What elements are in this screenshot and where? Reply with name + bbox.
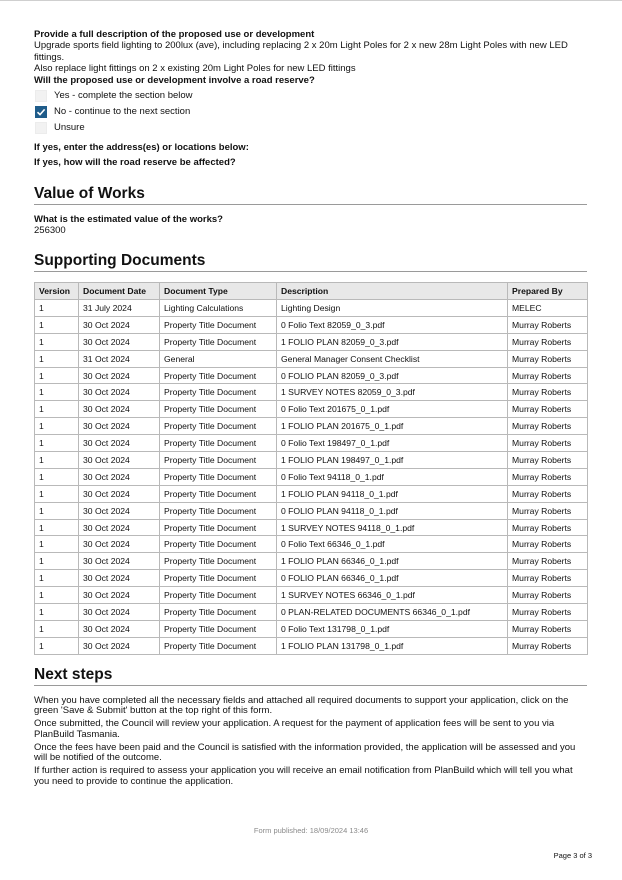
cell-version: 1 (35, 316, 79, 333)
cell-version: 1 (35, 604, 79, 621)
cell-prepared-by: Murray Roberts (508, 502, 588, 519)
cell-prepared-by: Murray Roberts (508, 519, 588, 536)
road-reserve-option-yes[interactable] (35, 88, 587, 104)
cell-description: 0 FOLIO PLAN 94118_0_1.pdf (277, 502, 508, 519)
cell-prepared-by: Murray Roberts (508, 587, 588, 604)
cell-date: 30 Oct 2024 (79, 333, 160, 350)
cell-type: Property Title Document (160, 637, 277, 654)
top-rule (0, 0, 622, 1)
cell-version: 1 (35, 435, 79, 452)
value-of-works-heading: Value of Works (34, 185, 587, 205)
cell-date: 30 Oct 2024 (79, 604, 160, 621)
cell-type: Property Title Document (160, 604, 277, 621)
documents-table-body (35, 300, 588, 655)
table-row (35, 316, 588, 333)
cell-description: 0 FOLIO PLAN 66346_0_1.pdf (277, 570, 508, 587)
col-header-type: Document Type (160, 283, 277, 300)
cell-version: 1 (35, 452, 79, 469)
cell-description: 1 FOLIO PLAN 82059_0_3.pdf (277, 333, 508, 350)
checkbox-no[interactable] (35, 106, 47, 118)
col-header-description: Description (277, 283, 508, 300)
documents-table (34, 282, 588, 655)
cell-date: 30 Oct 2024 (79, 637, 160, 654)
cell-version: 1 (35, 620, 79, 637)
table-row (35, 435, 588, 452)
cell-date: 31 July 2024 (79, 300, 160, 317)
table-row (35, 333, 588, 350)
next-steps-section (34, 666, 587, 788)
next-steps-paragraph-1: When you have completed all the necessary fields and attached all required documents to support your application, click on the green 'Save & Submit' button at the top right of this form. (34, 694, 569, 717)
cell-version: 1 (35, 401, 79, 418)
description-line-1: Upgrade sports field lighting to 200lux (ave), including replacing 2 x 20m Light Poles for 2 x new 28m Light Poles with new LED (34, 40, 568, 51)
road-reserve-option-unsure[interactable] (35, 120, 587, 136)
supporting-documents-heading: Supporting Documents (34, 252, 587, 272)
cell-prepared-by: Murray Roberts (508, 367, 588, 384)
description-section (34, 29, 587, 75)
cell-type: Property Title Document (160, 502, 277, 519)
cell-description: Lighting Design (277, 300, 508, 317)
cell-type: General (160, 350, 277, 367)
checkbox-unsure[interactable] (35, 122, 47, 134)
form-published-note: Form published: 18/09/2024 13:46 (253, 826, 369, 835)
cell-description: 0 Folio Text 201675_0_1.pdf (277, 401, 508, 418)
cell-description: 1 SURVEY NOTES 66346_0_1.pdf (277, 587, 508, 604)
cell-description: 0 Folio Text 82059_0_3.pdf (277, 316, 508, 333)
table-row (35, 570, 588, 587)
road-reserve-option-no[interactable] (35, 104, 587, 120)
cell-type: Property Title Document (160, 435, 277, 452)
table-row (35, 418, 588, 435)
cell-description: 1 FOLIO PLAN 66346_0_1.pdf (277, 553, 508, 570)
table-row (35, 350, 588, 367)
table-row (35, 452, 588, 469)
col-header-prepared-by: Prepared By (508, 283, 588, 300)
cell-version: 1 (35, 519, 79, 536)
cell-version: 1 (35, 502, 79, 519)
cell-date: 30 Oct 2024 (79, 536, 160, 553)
table-row (35, 587, 588, 604)
cell-date: 30 Oct 2024 (79, 316, 160, 333)
cell-prepared-by: Murray Roberts (508, 553, 588, 570)
cell-type: Property Title Document (160, 536, 277, 553)
cell-type: Property Title Document (160, 418, 277, 435)
cell-description: 0 PLAN-RELATED DOCUMENTS 66346_0_1.pdf (277, 604, 508, 621)
description-line-3: Also replace light fittings on 2 x existing 20m Light Poles for new LED fittings (34, 63, 356, 74)
table-row (35, 637, 588, 654)
table-row (35, 367, 588, 384)
cell-prepared-by: Murray Roberts (508, 604, 588, 621)
cell-type: Property Title Document (160, 570, 277, 587)
cell-date: 30 Oct 2024 (79, 435, 160, 452)
cell-description: 1 FOLIO PLAN 198497_0_1.pdf (277, 452, 508, 469)
cell-description: 0 Folio Text 198497_0_1.pdf (277, 435, 508, 452)
table-row (35, 384, 588, 401)
table-row (35, 536, 588, 553)
table-row (35, 604, 588, 621)
cell-prepared-by: Murray Roberts (508, 350, 588, 367)
checkbox-yes[interactable] (35, 90, 47, 102)
cell-date: 30 Oct 2024 (79, 570, 160, 587)
cell-type: Property Title Document (160, 452, 277, 469)
cell-type: Property Title Document (160, 333, 277, 350)
cell-prepared-by: Murray Roberts (508, 418, 588, 435)
cell-type: Lighting Calculations (160, 300, 277, 317)
cell-date: 30 Oct 2024 (79, 468, 160, 485)
page-number: Page 3 of 3 (553, 851, 592, 860)
value-amount: 256300 (34, 224, 66, 236)
cell-prepared-by: Murray Roberts (508, 536, 588, 553)
supporting-documents-section (34, 252, 587, 655)
option-no-label: No - continue to the next section (54, 106, 191, 117)
cell-version: 1 (35, 536, 79, 553)
description-line-2: fittings. (34, 51, 65, 63)
cell-date: 30 Oct 2024 (79, 502, 160, 519)
cell-prepared-by: Murray Roberts (508, 435, 588, 452)
address-label: If yes, enter the address(es) or locations below: (34, 141, 249, 153)
table-row (35, 468, 588, 485)
cell-prepared-by: Murray Roberts (508, 316, 588, 333)
cell-version: 1 (35, 570, 79, 587)
cell-date: 30 Oct 2024 (79, 418, 160, 435)
cell-version: 1 (35, 367, 79, 384)
table-row (35, 502, 588, 519)
next-steps-paragraph-3: Once the fees have been paid and the Council is satisfied with the information provided, the application will be assessed and you will be notified of the outcome. (34, 741, 576, 764)
next-steps-paragraph-2: Once submitted, the Council will review your application. A request for the payment of application fees will be sent to you via PlanBuild Tasmania. (34, 718, 555, 740)
cell-date: 30 Oct 2024 (79, 452, 160, 469)
table-row (35, 620, 588, 637)
table-row (35, 300, 588, 317)
cell-description: 1 SURVEY NOTES 82059_0_3.pdf (277, 384, 508, 401)
cell-description: 1 SURVEY NOTES 94118_0_1.pdf (277, 519, 508, 536)
cell-prepared-by: Murray Roberts (508, 333, 588, 350)
cell-description: 0 Folio Text 66346_0_1.pdf (277, 536, 508, 553)
cell-description: 0 FOLIO PLAN 82059_0_3.pdf (277, 367, 508, 384)
table-row (35, 553, 588, 570)
cell-version: 1 (35, 333, 79, 350)
cell-date: 30 Oct 2024 (79, 367, 160, 384)
col-header-version: Version (35, 283, 79, 300)
cell-version: 1 (35, 587, 79, 604)
cell-description: 0 Folio Text 131798_0_1.pdf (277, 620, 508, 637)
cell-prepared-by: Murray Roberts (508, 637, 588, 654)
checkmark-icon (36, 107, 46, 117)
cell-description: 1 FOLIO PLAN 201675_0_1.pdf (277, 418, 508, 435)
value-of-works-section (34, 185, 587, 237)
cell-date: 31 Oct 2024 (79, 350, 160, 367)
table-header-row (35, 283, 588, 300)
cell-version: 1 (35, 553, 79, 570)
cell-type: Property Title Document (160, 620, 277, 637)
cell-prepared-by: Murray Roberts (508, 452, 588, 469)
cell-prepared-by: Murray Roberts (508, 384, 588, 401)
col-header-date: Document Date (79, 283, 160, 300)
road-reserve-section (34, 75, 587, 168)
option-yes-label: Yes - complete the section below (54, 90, 193, 101)
cell-version: 1 (35, 485, 79, 502)
cell-prepared-by: Murray Roberts (508, 468, 588, 485)
cell-description: General Manager Consent Checklist (277, 350, 508, 367)
cell-date: 30 Oct 2024 (79, 587, 160, 604)
cell-date: 30 Oct 2024 (79, 485, 160, 502)
form-content (34, 29, 587, 790)
cell-type: Property Title Document (160, 316, 277, 333)
table-row (35, 485, 588, 502)
cell-version: 1 (35, 418, 79, 435)
next-steps-paragraph-4: If further action is required to assess your application you will receive an email notification from PlanBuild which will tell you what you need to provide to continue the application. (34, 765, 573, 787)
description-label: Provide a full description of the proposed use or development (34, 29, 315, 40)
road-reserve-label: Will the proposed use or development involve a road reserve? (34, 74, 315, 86)
cell-type: Property Title Document (160, 401, 277, 418)
cell-prepared-by: Murray Roberts (508, 620, 588, 637)
cell-type: Property Title Document (160, 587, 277, 604)
cell-date: 30 Oct 2024 (79, 519, 160, 536)
table-row (35, 519, 588, 536)
value-question: What is the estimated value of the works? (34, 213, 223, 225)
cell-type: Property Title Document (160, 553, 277, 570)
cell-prepared-by: MELEC (508, 300, 588, 317)
cell-description: 0 Folio Text 94118_0_1.pdf (277, 468, 508, 485)
cell-description: 1 FOLIO PLAN 94118_0_1.pdf (277, 485, 508, 502)
cell-prepared-by: Murray Roberts (508, 570, 588, 587)
option-unsure-label: Unsure (54, 122, 85, 133)
cell-date: 30 Oct 2024 (79, 553, 160, 570)
cell-version: 1 (35, 300, 79, 317)
table-row (35, 401, 588, 418)
cell-type: Property Title Document (160, 468, 277, 485)
cell-version: 1 (35, 384, 79, 401)
cell-date: 30 Oct 2024 (79, 620, 160, 637)
cell-type: Property Title Document (160, 384, 277, 401)
cell-date: 30 Oct 2024 (79, 401, 160, 418)
cell-date: 30 Oct 2024 (79, 384, 160, 401)
cell-prepared-by: Murray Roberts (508, 485, 588, 502)
cell-type: Property Title Document (160, 519, 277, 536)
cell-type: Property Title Document (160, 485, 277, 502)
cell-description: 1 FOLIO PLAN 131798_0_1.pdf (277, 637, 508, 654)
cell-version: 1 (35, 637, 79, 654)
cell-version: 1 (35, 350, 79, 367)
cell-version: 1 (35, 468, 79, 485)
affected-label: If yes, how will the road reserve be affected? (34, 156, 236, 168)
cell-type: Property Title Document (160, 367, 277, 384)
next-steps-heading: Next steps (34, 666, 587, 686)
cell-prepared-by: Murray Roberts (508, 401, 588, 418)
